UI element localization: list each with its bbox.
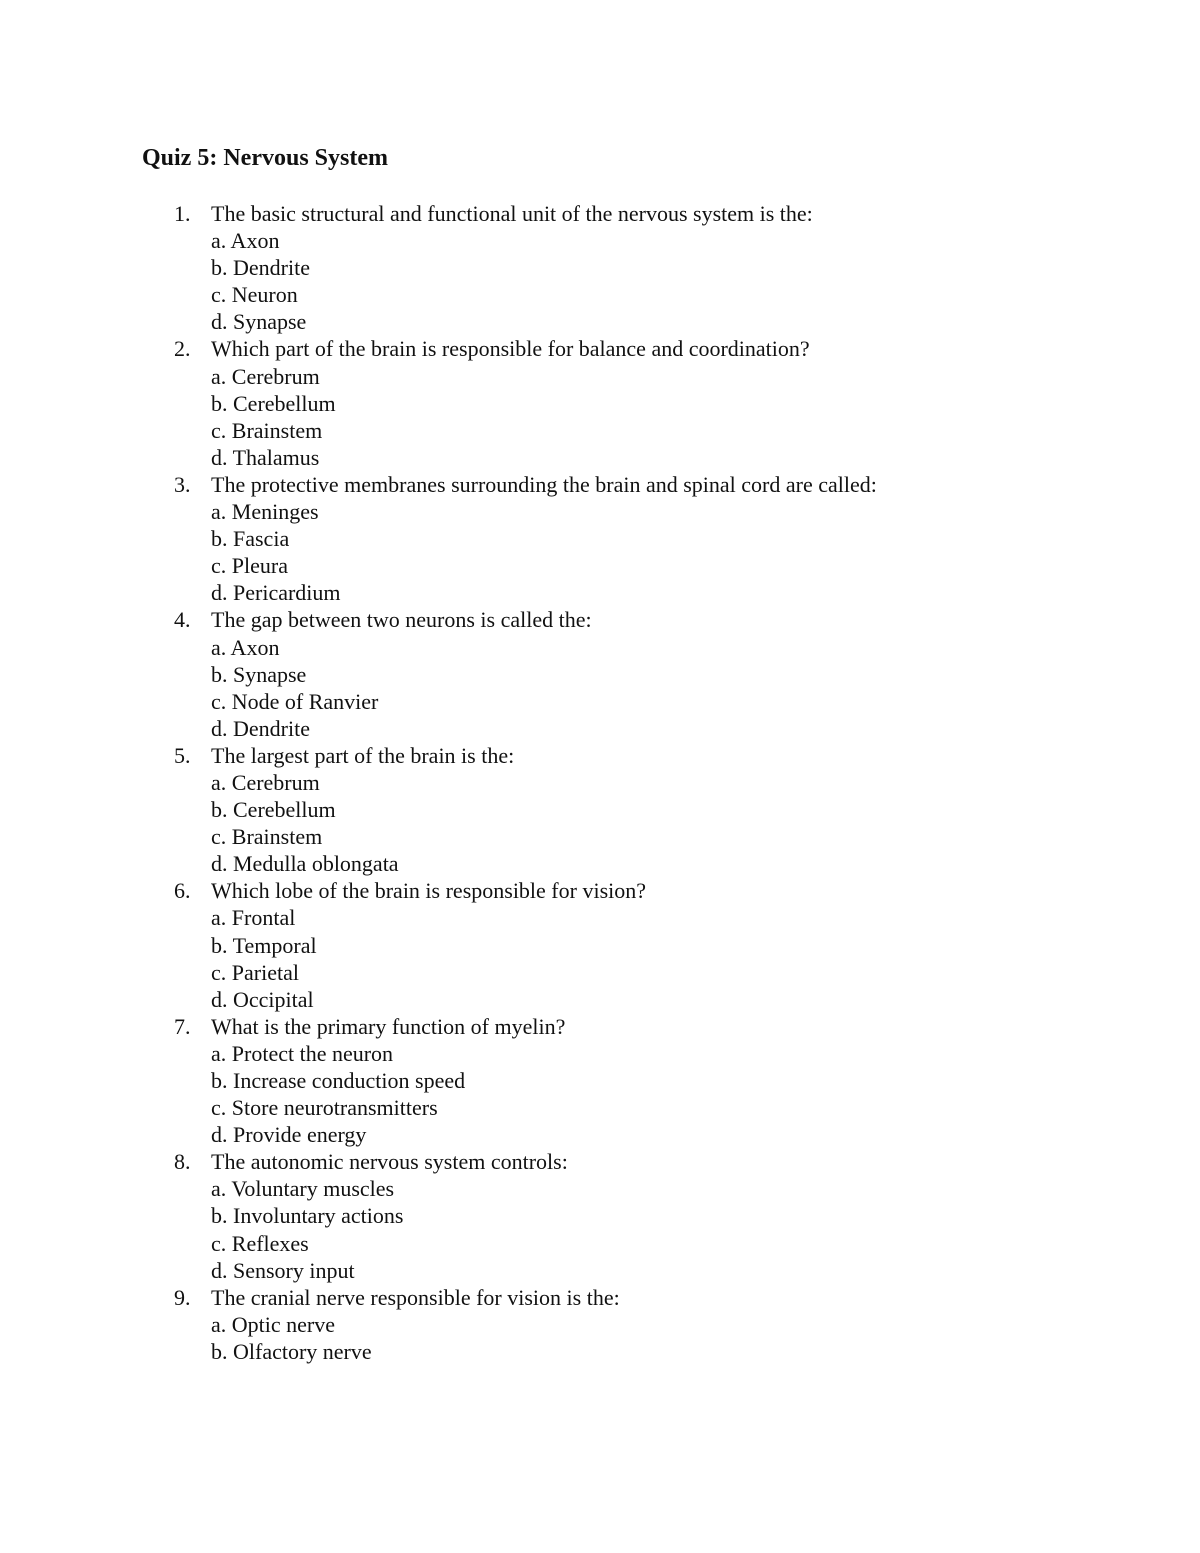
question-text: The protective membranes surrounding the brain and spinal cord are called: [211, 471, 877, 497]
answer-option-text: b. Fascia [211, 526, 290, 552]
answer-option-text: a. Cerebrum [211, 363, 320, 389]
answer-option-text: b. Increase conduction speed [211, 1068, 466, 1093]
answer-option-text: d. Occipital [211, 986, 314, 1012]
answer-option-text: c. Brainstem [211, 824, 323, 850]
answer-option-text: d. Synapse [211, 309, 307, 335]
answer-option-text: c. Node of Ranvier [211, 688, 379, 714]
question-number: 8. [174, 1149, 191, 1175]
answer-option-text: a. Meninges [211, 499, 319, 525]
answer-option-text: d. Dendrite [211, 715, 310, 741]
answer-option-text: a. Cerebrum [211, 769, 320, 795]
answer-option-text: a. Optic nerve [211, 1311, 335, 1337]
question-text: What is the primary function of myelin? [211, 1013, 566, 1039]
answer-option-text: a. Frontal [211, 905, 296, 931]
question-number: 5. [174, 742, 191, 768]
question-text: Which part of the brain is responsible for balance and coordination? [211, 336, 810, 362]
quiz-title: Quiz 5: Nervous System [142, 145, 388, 171]
question-text: The gap between two neurons is called the: [211, 607, 592, 633]
answer-option-text: d. Pericardium [211, 580, 341, 606]
question-text: The autonomic nervous system controls: [211, 1149, 568, 1175]
question-number: 6. [174, 878, 191, 904]
question-text: The cranial nerve responsible for vision is the: [211, 1284, 620, 1310]
answer-option-text: d. Medulla oblongata [211, 851, 399, 877]
answer-option-text: b. Dendrite [211, 255, 310, 281]
answer-option-text: c. Reflexes [211, 1230, 309, 1256]
question-number: 3. [174, 471, 191, 497]
answer-option-text: c. Store neurotransmitters [211, 1095, 438, 1121]
question-text: The basic structural and functional unit of the nervous system is the: [211, 201, 813, 226]
answer-option-text: b. Cerebellum [211, 797, 336, 823]
question-number: 7. [174, 1013, 191, 1039]
answer-option-text: d. Thalamus [211, 444, 320, 470]
answer-option-text: d. Provide energy [211, 1122, 367, 1148]
question-number: 2. [174, 336, 191, 362]
answer-option-text: c. Neuron [211, 282, 298, 308]
answer-option-text: b. Involuntary actions [211, 1203, 404, 1229]
answer-option-text: a. Axon [211, 634, 280, 660]
answer-option-text: a. Voluntary muscles [211, 1176, 395, 1202]
answer-option-text: a. Axon [211, 228, 280, 254]
answer-option-text: c. Parietal [211, 959, 299, 985]
question-number: 1. [174, 201, 191, 226]
answer-option-text: c. Pleura [211, 553, 288, 579]
question-number: 9. [174, 1284, 191, 1310]
answer-option-text: c. Brainstem [211, 417, 323, 443]
question-text: The largest part of the brain is the: [211, 742, 515, 768]
question-number: 4. [174, 607, 191, 633]
answer-option-text: b. Cerebellum [211, 390, 336, 416]
question-text: Which lobe of the brain is responsible for vision? [211, 878, 647, 904]
answer-option-text: b. Temporal [211, 932, 317, 958]
answer-option-text: b. Synapse [211, 661, 307, 687]
answer-option-text: b. Olfactory nerve [211, 1338, 372, 1364]
answer-option-text: a. Protect the neuron [211, 1040, 394, 1066]
answer-option-text: d. Sensory input [211, 1257, 355, 1283]
